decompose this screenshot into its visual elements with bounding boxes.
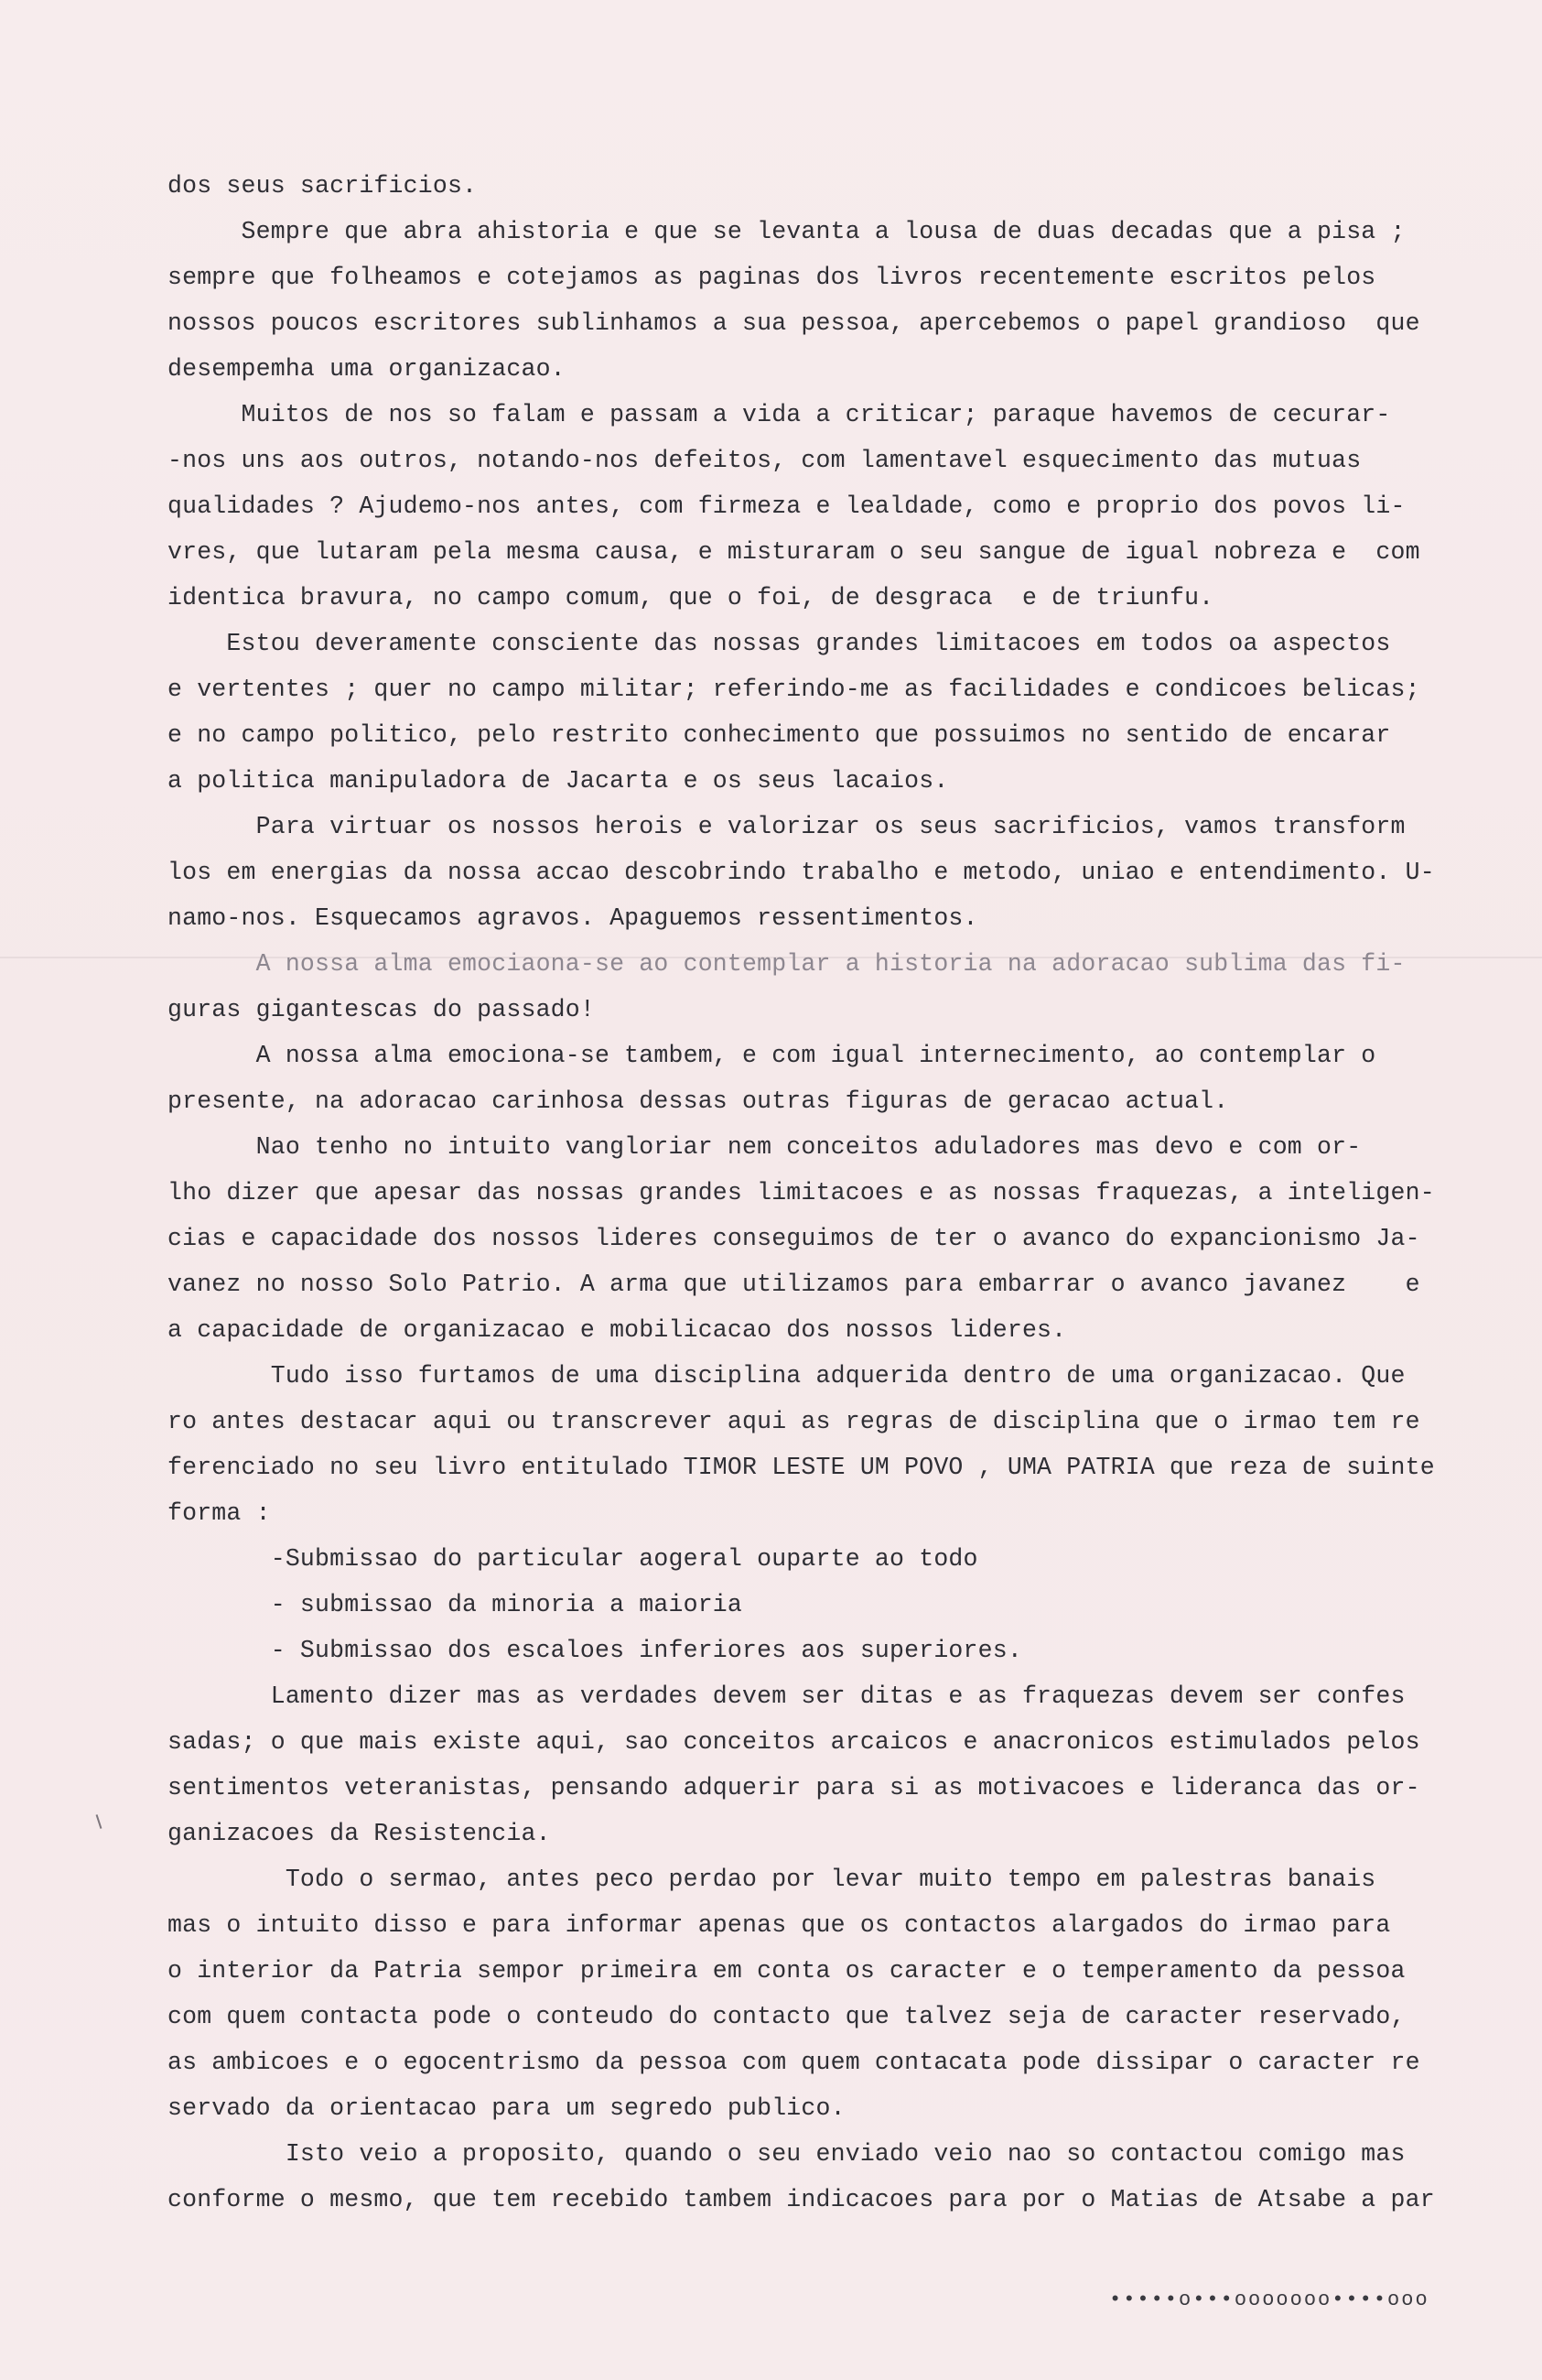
text-line: presente, na adoracao carinhosa dessas outras figuras de geracao actual. — [167, 1087, 1229, 1115]
footer-dot-leader: •••••o•••ooooooo••••ooo — [1109, 2288, 1429, 2311]
text-line: lho dizer que apesar das nossas grandes limitacoes e as nossas fraquezas, a inteligen- — [167, 1179, 1435, 1206]
text-line: namo-nos. Esquecamos agravos. Apaguemos ressentimentos. — [167, 904, 978, 932]
text-line: a politica manipuladora de Jacarta e os seus lacaios. — [167, 767, 949, 795]
text-line: com quem contacta pode o conteudo do contacto que talvez seja de caracter reservado, — [167, 2003, 1406, 2030]
text-line: sempre que folheamos e cotejamos as paginas dos livros recentemente escritos pelos — [167, 264, 1376, 291]
text-line: vres, que lutaram pela mesma causa, e misturaram o seu sangue de igual nobreza e com — [167, 538, 1420, 566]
text-line: -Submissao do particular aogeral ouparte ao todo — [167, 1545, 978, 1573]
text-line: Estou deveramente consciente das nossas grandes limitacoes em todos oa aspectos — [167, 630, 1391, 657]
text-line: A nossa alma emociona-se tambem, e com igual internecimento, ao contemplar o — [167, 1042, 1376, 1069]
text-line: o interior da Patria sempor primeira em conta os caracter e o temperamento da pessoa — [167, 1957, 1406, 1985]
text-line: ferenciado no seu livro entitulado TIMOR LESTE UM POVO , UMA PATRIA que reza de suinte — [167, 1454, 1435, 1481]
text-line: -nos uns aos outros, notando-nos defeitos, com lamentavel esquecimento das mutuas — [167, 447, 1362, 474]
text-line: Muitos de nos so falam e passam a vida a criticar; paraque havemos de cecurar- — [167, 401, 1391, 428]
text-line: ro antes destacar aqui ou transcrever aqui as regras de disciplina que o irmao tem re — [167, 1408, 1420, 1435]
text-line: mas o intuito disso e para informar apenas que os contactos alargados do irmao para — [167, 1911, 1391, 1939]
text-line: A nossa alma emociaona-se ao contemplar a historia na adoracao sublima das fi- — [167, 950, 1406, 978]
text-line: Nao tenho no intuito vangloriar nem conceitos aduladores mas devo e com or- — [167, 1133, 1362, 1161]
text-line: servado da orientacao para um segredo publico. — [167, 2094, 846, 2122]
margin-mark — [96, 1814, 102, 1829]
text-line: Para virtuar os nossos herois e valorizar os seus sacrificios, vamos transform — [167, 813, 1406, 840]
text-line: - submissao da minoria a maioria — [167, 1591, 743, 1618]
text-line: Tudo isso furtamos de uma disciplina adquerida dentro de uma organizacao. Que — [167, 1362, 1406, 1390]
text-line: ganizacoes da Resistencia. — [167, 1820, 551, 1847]
text-line: conforme o mesmo, que tem recebido tambem indicacoes para por o Matias de Atsabe a par — [167, 2186, 1435, 2213]
text-line: qualidades ? Ajudemo-nos antes, com firmeza e lealdade, como e proprio dos povos li- — [167, 492, 1406, 520]
text-line: e vertentes ; quer no campo militar; referindo-me as facilidades e condicoes belicas; — [167, 676, 1420, 703]
text-line: desempemha uma organizacao. — [167, 355, 566, 383]
text-line: cias e capacidade dos nossos lideres conseguimos de ter o avanco do expancionismo Ja- — [167, 1225, 1420, 1252]
text-line: as ambicoes e o egocentrismo da pessoa com quem contacata pode dissipar o caracter re — [167, 2049, 1420, 2076]
text-line: dos seus sacrificios. — [167, 172, 478, 200]
text-line: Sempre que abra ahistoria e que se levanta a lousa de duas decadas que a pisa ; — [167, 218, 1406, 245]
text-line: vanez no nosso Solo Patrio. A arma que utilizamos para embarrar o avanco javanez e — [167, 1271, 1420, 1298]
text-line: e no campo politico, pelo restrito conhecimento que possuimos no sentido de encarar — [167, 721, 1391, 749]
text-line: los em energias da nossa accao descobrindo trabalho e metodo, uniao e entendimento. U- — [167, 859, 1435, 886]
text-line: guras gigantescas do passado! — [167, 996, 595, 1023]
text-line: Todo o sermao, antes peco perdao por levar muito tempo em palestras banais — [167, 1866, 1376, 1893]
text-line: sentimentos veteranistas, pensando adquerir para si as motivacoes e lideranca das or- — [167, 1774, 1420, 1801]
text-line: - Submissao dos escaloes inferiores aos superiores. — [167, 1637, 1022, 1664]
text-line: identica bravura, no campo comum, que o foi, de desgraca e de triunfu. — [167, 584, 1214, 611]
text-line: Isto veio a proposito, quando o seu enviado veio nao so contactou comigo mas — [167, 2140, 1406, 2168]
text-line: forma : — [167, 1499, 271, 1527]
text-line: Lamento dizer mas as verdades devem ser ditas e as fraquezas devem ser confes — [167, 1682, 1406, 1710]
text-line: nossos poucos escritores sublinhamos a sua pessoa, apercebemos o papel grandioso que — [167, 309, 1420, 337]
text-line: sadas; o que mais existe aqui, sao conceitos arcaicos e anacronicos estimulados pelos — [167, 1728, 1420, 1756]
text-line: a capacidade de organizacao e mobilicacao dos nossos lideres. — [167, 1316, 1067, 1344]
